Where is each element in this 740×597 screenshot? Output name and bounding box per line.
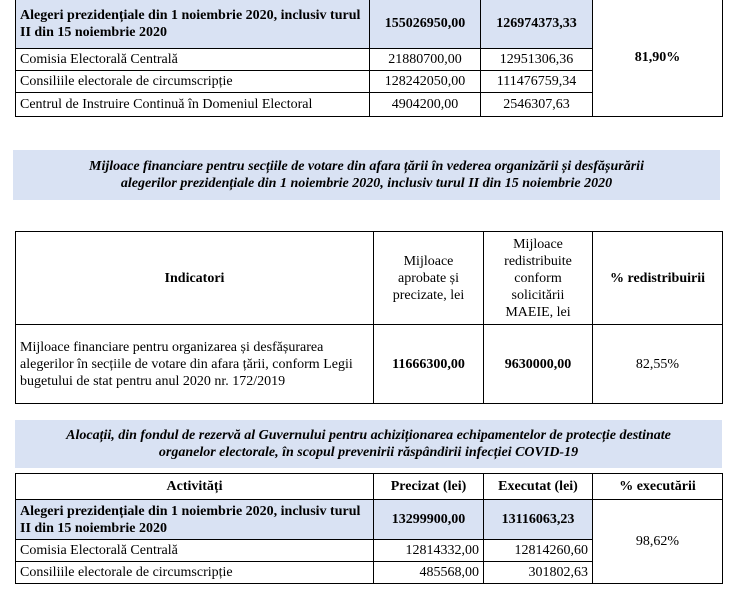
header-percent: % redistribuirii xyxy=(593,232,723,325)
percent-cell: 82,55% xyxy=(593,325,723,404)
header-approved: Mijloace aprobate și precizate, lei xyxy=(374,232,484,325)
percent-cell: 98,62% xyxy=(593,500,723,584)
row-label: Alegeri prezidențiale din 1 noiembrie 2020, inclusiv turul II din 15 noiembrie 2020 xyxy=(16,0,370,49)
row-label: Centrul de Instruire Continuă în Domeniul Electoral xyxy=(16,93,370,117)
row-label: Mijloace financiare pentru organizarea și desfășurarea alegerilor în secțiile de votare din afara țării, conform Legii bugetului de stat pentru anul 2020 nr. 172/2019 xyxy=(16,325,374,404)
row-label: Comisia Electorală Centrală xyxy=(16,49,370,71)
header-activitati: Activități xyxy=(16,474,374,500)
budget-table-elections xyxy=(15,0,723,117)
section-heading-abroad xyxy=(13,150,720,200)
header-indicatori: Indicatori xyxy=(16,232,374,325)
header-executat: Executat (lei) xyxy=(484,474,593,500)
table-header-row xyxy=(16,232,723,325)
heading-line: alegerilor prezidențiale din 1 noiembrie 2020, inclusiv turul II din 15 noiembrie 2020 xyxy=(120,176,613,191)
budget-table-covid xyxy=(15,473,723,584)
row-label: Consiliile electorale de circumscripție xyxy=(16,562,374,584)
percent-cell: 81,90% xyxy=(593,0,723,117)
cell-value: 12951306,36 xyxy=(481,49,593,71)
cell-value: 9630000,00 xyxy=(484,325,593,404)
budget-table-abroad xyxy=(15,231,723,404)
cell-value: 485568,00 xyxy=(374,562,484,584)
cell-value: 111476759,34 xyxy=(481,71,593,93)
cell-value: 21880700,00 xyxy=(370,49,481,71)
cell-value: 126974373,33 xyxy=(481,0,593,49)
table-header-row xyxy=(16,474,723,500)
cell-value: 12814260,60 xyxy=(484,540,593,562)
row-label: Comisia Electorală Centrală xyxy=(16,540,374,562)
heading-line: Mijloace financiare pentru secțiile de votare din afara țării în vederea organizării și desfășurării xyxy=(89,159,644,174)
header-precizat: Precizat (lei) xyxy=(374,474,484,500)
cell-value: 301802,63 xyxy=(484,562,593,584)
cell-value: 4904200,00 xyxy=(370,93,481,117)
cell-value: 2546307,63 xyxy=(481,93,593,117)
cell-value: 13299900,00 xyxy=(374,500,484,540)
cell-value: 155026950,00 xyxy=(370,0,481,49)
heading-line: organelor electorale, în scopul prevenirii răspândirii infecției COVID-19 xyxy=(158,445,579,460)
heading-line: Alocații, din fondul de rezervă al Guvernului pentru achiziționarea echipamentelor de protecție destinate xyxy=(66,428,671,443)
table-row xyxy=(16,0,723,49)
row-label: Consiliile electorale de circumscripție xyxy=(16,71,370,93)
cell-value: 128242050,00 xyxy=(370,71,481,93)
header-percent: % executării xyxy=(593,474,723,500)
table-row xyxy=(16,500,723,540)
section-heading-covid xyxy=(15,420,722,468)
cell-value: 13116063,23 xyxy=(484,500,593,540)
header-redistributed: Mijloace redistribuite conform solicitării MAEIE, lei xyxy=(484,232,593,325)
cell-value: 11666300,00 xyxy=(374,325,484,404)
cell-value: 12814332,00 xyxy=(374,540,484,562)
table-row xyxy=(16,325,723,404)
row-label: Alegeri prezidențiale din 1 noiembrie 2020, inclusiv turul II din 15 noiembrie 2020 xyxy=(16,500,374,540)
